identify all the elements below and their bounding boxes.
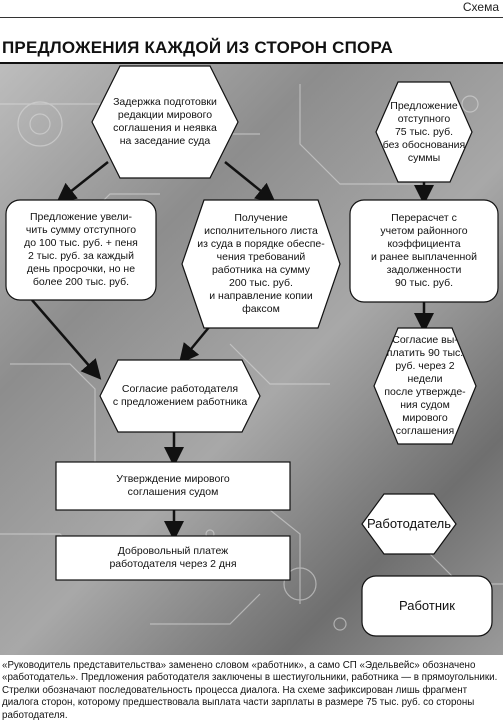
header-rule: [0, 17, 503, 18]
node-agree-pay-label: Согласие вы- платить 90 тыс. руб. через 2 недели после утвержде- ния судом мирового соглашения: [384, 334, 466, 437]
node-agree-employer-label: Согласие работодателя с предложением работника: [112, 383, 248, 408]
section-label: Схема: [462, 0, 499, 14]
node-recalc-label: Перерасчет с учетом районного коэффициента и ранее выплаченной задолженности 90 тыс. руб.: [370, 212, 477, 289]
arrow-delay-to-writ: [225, 162, 272, 200]
node-employee-offer-label: Предложение отступного 75 тыс. руб. без обоснования суммы: [382, 99, 466, 164]
page-title: ПРЕДЛОЖЕНИЯ КАЖДОЙ ИЗ СТОРОН СПОРА: [2, 38, 393, 57]
caption-text: «Руководитель представительства» заменено словом «работник», а само СП «Эдельвейс» обозначено «работодатель». Предложения работодателя заключены в шестиугольники, работника — в прямоугольники. Стрелки обозначают последовательность процесса диалога. На схеме зафиксирован лишь фрагмент диалога сторон, которому предшествовала выплата части зарплаты в размере 75 тыс. руб. со стороны работодателя.: [2, 660, 498, 721]
node-writ-label: Получение исполнительного листа из суда в порядке обеспе- чения требований работника на сумму 200 тыс. руб. и направление копии факсом: [197, 212, 325, 315]
arrow-writ-to-agree: [182, 326, 210, 360]
node-delay-label: Задержка подготовки редакции мирового соглашения и неявка на заседание суда: [113, 96, 217, 147]
node-increase-label: Предложение увели- чить сумму отступного до 100 тыс. руб. + пеня 2 тыс. руб. за каждый день просрочки, но не более 200 тыс. руб.: [24, 211, 138, 288]
legend-employee-label: Работник: [399, 598, 455, 613]
node-approval-label: Утверждение мирового соглашения судом: [116, 473, 230, 498]
legend-employer-label: Работодатель: [366, 516, 452, 531]
diagram-panel: [0, 64, 503, 655]
node-voluntary-label: Добровольный платеж работодателя через 2 дня: [109, 545, 237, 570]
